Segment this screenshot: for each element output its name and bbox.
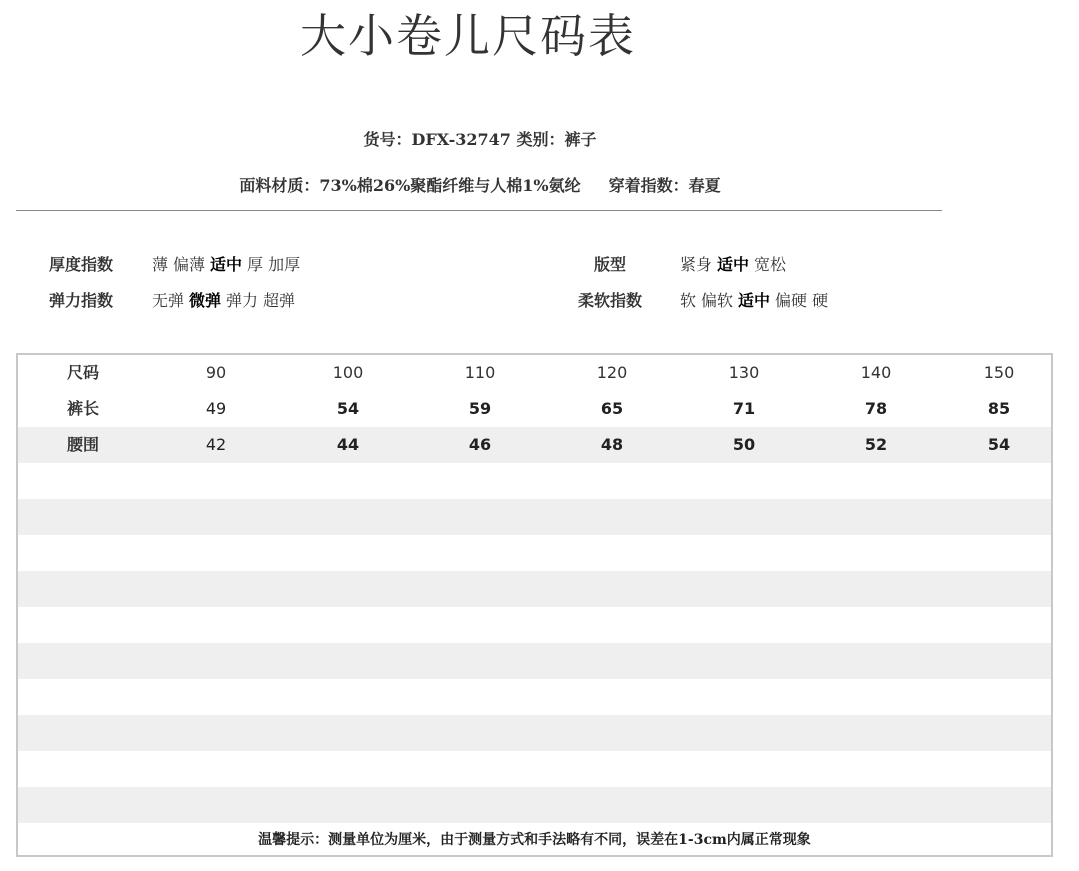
table-row: [18, 679, 1051, 715]
elasticity-option: 无弹: [152, 291, 185, 310]
table-cell: 54: [987, 435, 1011, 454]
softness-option: 硬: [812, 291, 829, 310]
fabric-label: 面料材质：: [239, 176, 320, 195]
product-material-line: [0, 173, 960, 196]
fit-option: 宽松: [754, 255, 787, 274]
item-no-value: DFX-32747: [411, 130, 511, 149]
product-id-line: [0, 127, 960, 150]
fit-option: 适中: [717, 255, 750, 274]
category-value: 裤子: [564, 130, 597, 149]
fit-options: [680, 255, 791, 275]
table-row: [18, 751, 1051, 787]
table-cell: 90: [205, 363, 227, 382]
footer-note: 温馨提示：测量单位为厘米，由于测量方式和手法略有不同，误差在1-3cm内属正常现象: [258, 832, 811, 848]
table-cell: 50: [732, 435, 756, 454]
table-cell: 150: [983, 363, 1015, 382]
page-title: 大小卷儿尺码表: [300, 9, 636, 63]
softness-label: 柔软指数: [578, 291, 643, 310]
elasticity-label: 弹力指数: [49, 291, 114, 310]
elasticity-option: 弹力: [226, 291, 259, 310]
thickness-options: [152, 255, 305, 275]
fabric-value: 73%棉26%聚酯纤维与人棉1%氨纶: [319, 176, 581, 195]
table-cell: 120: [596, 363, 628, 382]
table-cell: 85: [987, 399, 1011, 418]
table-cell: 100: [332, 363, 364, 382]
table-cell: 49: [205, 399, 227, 418]
fit-option: 紧身: [680, 255, 713, 274]
season-value: 春夏: [688, 176, 721, 195]
table-row: [18, 463, 1051, 499]
row-label: 裤长: [66, 399, 99, 418]
table-cell: 71: [732, 399, 756, 418]
table-row: [18, 355, 1051, 391]
size-table: [16, 353, 1053, 857]
elasticity-option: 超弹: [263, 291, 296, 310]
softness-option: 偏软: [701, 291, 734, 310]
season-label: 穿着指数：: [608, 176, 689, 195]
table-row: [18, 391, 1051, 427]
elasticity-options: [152, 291, 300, 311]
table-cell: 44: [336, 435, 360, 454]
softness-options: [680, 291, 833, 311]
table-cell: 42: [205, 435, 227, 454]
softness-option: 适中: [738, 291, 771, 310]
category-label: 类别：: [516, 130, 565, 149]
elasticity-option: 微弹: [189, 291, 222, 310]
table-row: [18, 427, 1051, 463]
fit-label: 版型: [594, 255, 627, 274]
table-cell: 130: [728, 363, 760, 382]
thickness-label: 厚度指数: [49, 255, 114, 274]
softness-option: 软: [680, 291, 697, 310]
table-cell: 54: [336, 399, 360, 418]
table-row: [18, 607, 1051, 643]
thickness-option: 适中: [210, 255, 243, 274]
table-row: [18, 499, 1051, 535]
row-label: 尺码: [66, 363, 99, 382]
item-no-label: 货号：: [363, 130, 412, 149]
table-cell: 65: [600, 399, 624, 418]
header-divider: [16, 210, 942, 211]
table-cell: 52: [864, 435, 888, 454]
table-cell: 140: [860, 363, 892, 382]
thickness-option: 厚: [247, 255, 264, 274]
table-row: [18, 535, 1051, 571]
table-cell: 48: [600, 435, 624, 454]
thickness-option: 薄: [152, 255, 169, 274]
softness-option: 偏硬: [775, 291, 808, 310]
table-row: [18, 715, 1051, 751]
thickness-option: 加厚: [268, 255, 301, 274]
row-label: 腰围: [66, 435, 99, 454]
table-cell: 110: [464, 363, 496, 382]
table-cell: 46: [468, 435, 492, 454]
table-cell: 78: [864, 399, 888, 418]
table-row: [18, 643, 1051, 679]
table-row: [18, 787, 1051, 823]
table-cell: 59: [468, 399, 492, 418]
table-row: [18, 571, 1051, 607]
thickness-option: 偏薄: [173, 255, 206, 274]
